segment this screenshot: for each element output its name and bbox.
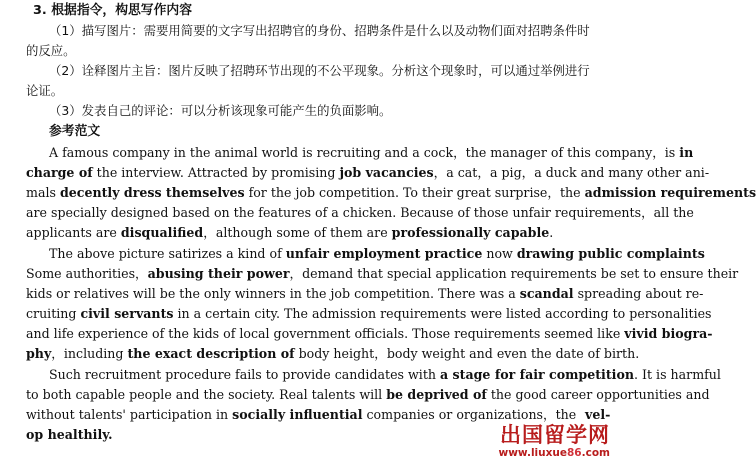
instruction-2-line-1: （2）诠释图片主旨：图片反映了招聘环节出现的不公平现象。分析这个现象时，可以通过举例进行	[49, 63, 590, 78]
essay-heading: 参考范文	[49, 124, 101, 139]
essay-p2-line-4: cruiting civil servants in a certain city. The admission requirements were listed according to personalities	[26, 306, 712, 321]
essay-p3-line-1: Such recruitment procedure fails to provide candidates with a stage for fair competition. It is harmful	[49, 367, 721, 382]
essay-p2-line-3: kids or relatives will be the only winners in the job competition. There was a scandal spreading about re-	[26, 286, 704, 301]
essay-p2-line-5: and life experience of the kids of local government officials. Those requirements seemed like vivid biogra-	[26, 326, 713, 341]
instruction-2-line-2: 论证。	[26, 83, 64, 98]
essay-p3-line-4: op healthily.	[26, 427, 113, 442]
essay-p1-line-1: A famous company in the animal world is recruiting and a cock，the manager of this company，is in	[49, 145, 694, 160]
instruction-1-line-2: 的反应。	[26, 43, 76, 58]
essay-p3-line-3-tail: vel-	[585, 407, 611, 422]
essay-p1-line-2: charge of the interview. Attracted by promising job vacancies，a cat，a pig，a duck and many other ani-	[26, 165, 710, 180]
watermark-url: www.liuxue86.com	[498, 447, 610, 459]
instruction-1-line-1: （1）描写图片：需要用简要的文字写出招聘官的身份、招聘条件是什么以及动物们面对招聘条件时	[49, 23, 590, 38]
essay-p2-line-6: phy，including the exact description of body height，body weight and even the date of birth.	[26, 346, 640, 361]
site-watermark	[484, 423, 612, 463]
essay-p3-line-2: to both capable people and the society. Real talents will be deprived of the good career opportunities and	[26, 387, 710, 402]
instruction-3-line-1: （3）发表自己的评论：可以分析该现象可能产生的负面影响。	[49, 103, 392, 118]
essay-p1-line-3: mals decently dress themselves for the job competition. To their great surprise，the admission requirements	[26, 185, 756, 200]
watermark-site-name: 出国留学网	[500, 423, 610, 447]
essay-p3-line-3: without talents' participation in socially influential companies or organizations，the	[26, 407, 577, 422]
essay-p2-line-1: The above picture satirizes a kind of unfair employment practice now drawing public complaints	[49, 246, 705, 261]
essay-p2-line-2: Some authorities，abusing their power，demand that special application requirements be set to ensure their	[26, 266, 739, 281]
essay-p1-line-4: are specially designed based on the features of a chicken. Because of those unfair requirements，all the	[26, 205, 694, 220]
essay-p1-line-5: applicants are disqualified，although some of them are professionally capable.	[26, 225, 554, 240]
section-heading: 3. 根据指令，构思写作内容	[33, 3, 192, 18]
